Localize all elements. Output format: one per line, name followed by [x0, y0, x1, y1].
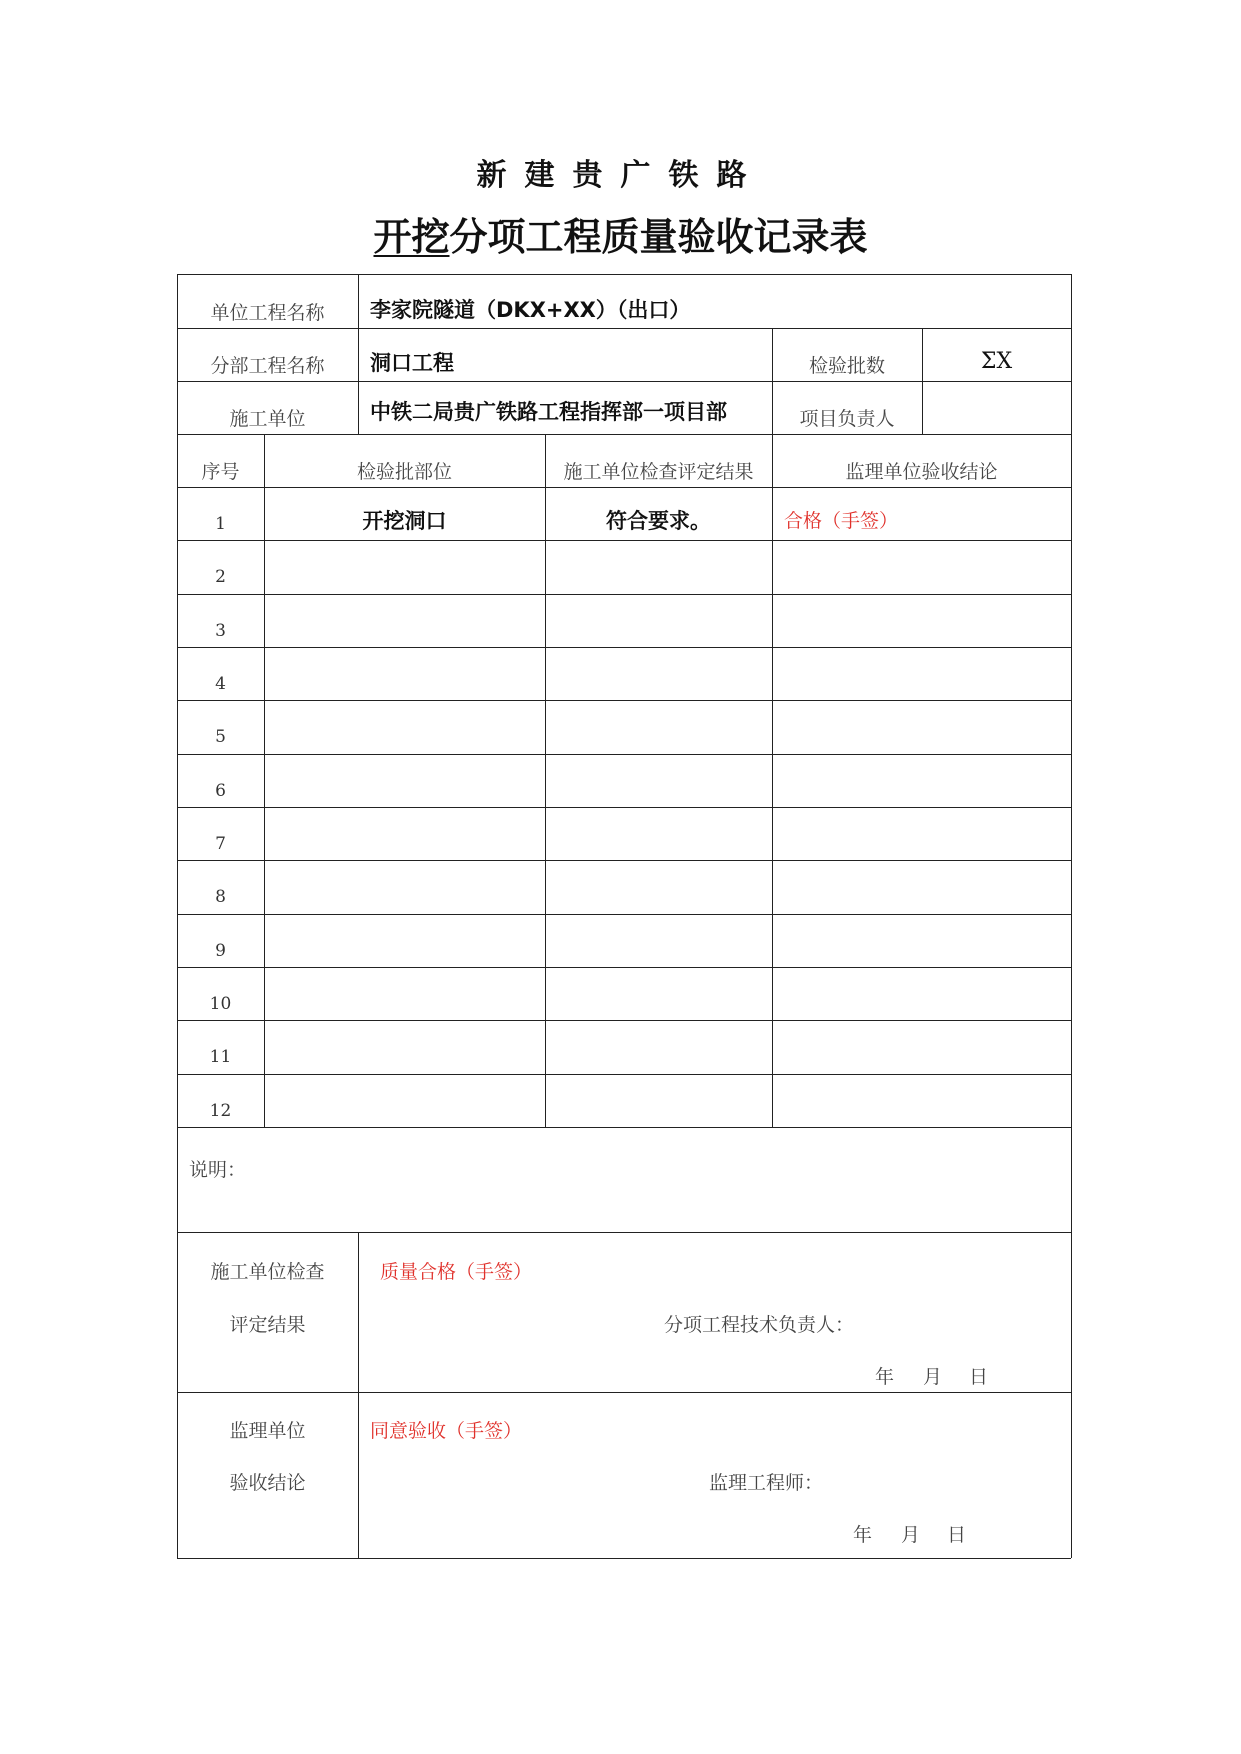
row-number: 1: [215, 513, 226, 534]
row-number: 8: [215, 887, 226, 907]
row-number: 10: [209, 993, 232, 1014]
supervisor-eval-value: 同意验收（手签）: [370, 1419, 523, 1442]
col-header-result: 施工单位检查评定结果: [563, 461, 754, 483]
remarks-label: 说明：: [189, 1158, 247, 1181]
grid-line: [358, 1232, 359, 1558]
grid-line: [177, 700, 1071, 701]
acceptance-record-table: [177, 274, 1071, 1558]
batch-count-value: ΣX: [980, 349, 1013, 374]
batch-count-label: 检验批数: [808, 355, 885, 377]
division-label: 分部工程名称: [210, 355, 325, 377]
contractor-value: 中铁二局贵广铁路工程指挥部一项目部: [370, 399, 727, 424]
row-number: 5: [215, 727, 226, 747]
grid-line: [177, 647, 1071, 648]
date-month: 月: [901, 1523, 921, 1546]
grid-line: [772, 434, 773, 1127]
row-number: 7: [215, 833, 226, 854]
technical-lead-label: 分项工程技术负责人：: [664, 1313, 855, 1336]
division-value: 洞口工程: [370, 350, 454, 375]
supervising-engineer-label: 监理工程师：: [709, 1471, 824, 1494]
contractor-eval-value: 质量合格（手签）: [380, 1260, 533, 1283]
grid-line: [177, 860, 1071, 861]
supervisor-conclusion: 合格（手签）: [784, 510, 899, 532]
inspection-part: 开挖洞口: [362, 508, 447, 533]
grid-line: [177, 1074, 1071, 1075]
date-year: 年: [875, 1365, 895, 1388]
row-number: 12: [209, 1100, 232, 1121]
supervisor-eval-label-1: 监理单位: [229, 1419, 306, 1442]
railway-name: 新建贵广铁路: [476, 158, 765, 193]
grid-line: [177, 274, 1071, 275]
grid-line: [177, 967, 1071, 968]
date-day: 日: [969, 1365, 989, 1388]
unit-project-label: 单位工程名称: [210, 301, 325, 324]
supervisor-eval-label-2: 验收结论: [229, 1471, 306, 1494]
title-rest: 分项工程质量验收记录表: [449, 215, 868, 259]
contractor-eval-label-1: 施工单位检查: [210, 1260, 325, 1283]
grid-line: [177, 1392, 1071, 1393]
row-number: 9: [215, 940, 226, 961]
col-header-conclusion: 监理单位验收结论: [845, 461, 998, 483]
row-number: 6: [215, 780, 226, 801]
col-header-no: 序号: [201, 461, 240, 483]
page-title: [0, 206, 1241, 261]
row-number: 11: [209, 1047, 232, 1067]
grid-line: [177, 1020, 1071, 1021]
contractor-label: 施工单位: [229, 408, 306, 430]
contractor-result: 符合要求。: [606, 508, 711, 533]
unit-project-value: 李家院隧道（DKX+XX）（出口）: [370, 298, 691, 322]
grid-line: [1071, 274, 1072, 1558]
date-day: 日: [947, 1523, 967, 1546]
grid-line: [177, 914, 1071, 915]
grid-line: [358, 274, 359, 434]
date-year: 年: [853, 1523, 873, 1546]
col-header-part: 检验批部位: [356, 461, 452, 483]
date-month: 月: [923, 1365, 943, 1388]
grid-line: [177, 1558, 1071, 1559]
project-manager-value: [922, 391, 1071, 444]
grid-line: [177, 807, 1071, 808]
title-work-item: 开挖: [373, 215, 450, 259]
row-number: 2: [215, 567, 226, 587]
row-number: 4: [215, 673, 226, 694]
grid-line: [177, 1232, 1071, 1233]
grid-line: [177, 594, 1071, 595]
contractor-eval-label-2: 评定结果: [229, 1313, 306, 1336]
grid-line: [177, 1127, 1071, 1128]
row-number: 3: [215, 620, 226, 641]
grid-line: [177, 754, 1071, 755]
project-manager-label: 项目负责人: [799, 408, 895, 430]
